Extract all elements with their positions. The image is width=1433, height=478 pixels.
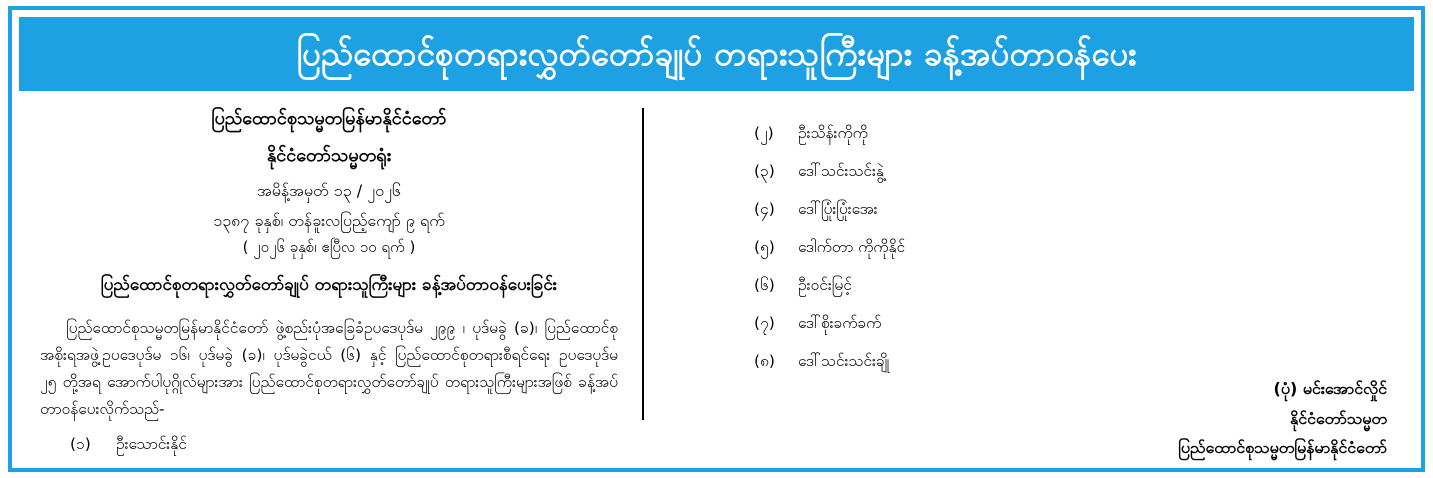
signature-name: (ပုံ) မင်းအောင်လှိုင် [1273, 379, 1387, 398]
list-item-name: ဒေါ်သင်းသင်းနွဲ့ [798, 162, 884, 180]
list-item-number: (၃) [754, 162, 775, 180]
banner [19, 17, 1414, 91]
list-item [754, 161, 1397, 184]
state-name: ပြည်ထောင်စုသမ္မတမြန်မာနိုင်ငံတော် [211, 108, 447, 129]
list-item-number: (၄) [754, 200, 775, 218]
list-item-name: ဦးသောင်းနိုင် [116, 434, 187, 453]
list-item-number: (၅) [754, 238, 775, 256]
list-item [754, 199, 1397, 222]
list-item [40, 434, 618, 457]
list-item [754, 313, 1397, 336]
date-gregorian: ( ၂၀၂၆ ခုနှစ်၊ ဧပြီလ ၁၀ ရက် ) [242, 238, 416, 256]
order-subject: ပြည်ထောင်စုတရားလွှတ်တော်ချုပ် တရားသူကြီးများ ခန့်အပ်တာဝန်ပေးခြင်း [100, 275, 558, 295]
document-border [8, 6, 1425, 472]
office-name: နိုင်ငံတော်သမ္မတရုံး [266, 145, 392, 166]
list-item [754, 123, 1397, 146]
list-item-number: (၁) [70, 434, 91, 453]
column-divider [642, 108, 644, 420]
paragraph-text: ပြည်ထောင်စုသမ္မတမြန်မာနိုင်ငံတော် ဖွဲ့စည်းပုံအခြေခံဥပဒေပုဒ်မ ၂၉၉ ၊ ပုဒ်မခွဲ (ခ)၊ ပြည်ထောင်စု အစိုးရအဖွဲ့ဥပဒေပုဒ်မ ၁၆၊ ပုဒ်မခွဲ (ခ)၊ ပုဒ်မခွဲငယ် (၆) နှင့် ပြည်ထောင်စုတရားစီရင်ရေး ဥပဒေပုဒ်မ ၂၅ တို့အရ အောက်ပါပုဂ္ဂိုလ်များအား ပြည်ထောင်စုတရားလွှတ်တော်ချုပ် တရားသူကြီးများအဖြစ် ခန့်အပ်တာဝန်ပေးလိုက်သည်- [40, 319, 618, 419]
signature-block [668, 374, 1397, 469]
list-item-name: ဦးဝင်းမြင့် [798, 276, 852, 294]
appointee-list-left [40, 434, 618, 457]
list-item-number: (၇) [754, 314, 775, 332]
list-item-number: (၂) [754, 124, 774, 142]
list-item-name: ဒေါက်တာ ကိုကိုနိုင် [798, 238, 906, 256]
appointee-list-right [668, 108, 1397, 374]
list-item-number: (၆) [754, 276, 775, 294]
document-body [12, 98, 1421, 458]
list-item-name: ဒေါ်စိုးခက်ခက် [798, 314, 882, 332]
signature-title: နိုင်ငံတော်သမ္မတ [1289, 408, 1387, 428]
list-item [754, 237, 1397, 260]
list-item-name: ဒေါ်သင်းသင်းချို [798, 352, 890, 370]
left-column [22, 102, 632, 453]
list-item-number: (၈) [754, 352, 775, 370]
list-item [754, 351, 1397, 374]
date-myanmar: ၁၃၈၇ ခုနှစ်၊ တန်ခူးလပြည့်ကျော် ၉ ရက် [213, 211, 445, 230]
order-number: အမိန့်အမှတ် ၁၃ / ၂၀၂၆ [257, 181, 401, 200]
banner-title: ပြည်ထောင်စုတရားလွှတ်တော်ချုပ် တရားသူကြီးများ ခန့်အပ်တာဝန်ပေး [296, 34, 1137, 74]
right-column [654, 102, 1411, 458]
list-item [754, 275, 1397, 298]
signature-organization: ပြည်ထောင်စုသမ္မတမြန်မာနိုင်ငံတော် [1178, 438, 1387, 458]
order-paragraph [40, 315, 618, 424]
list-item-name: ဒေါ်ပြုံးပြုံးအေး [798, 200, 878, 218]
list-item-name: ဦးသိန်းကိုကို [798, 124, 868, 142]
